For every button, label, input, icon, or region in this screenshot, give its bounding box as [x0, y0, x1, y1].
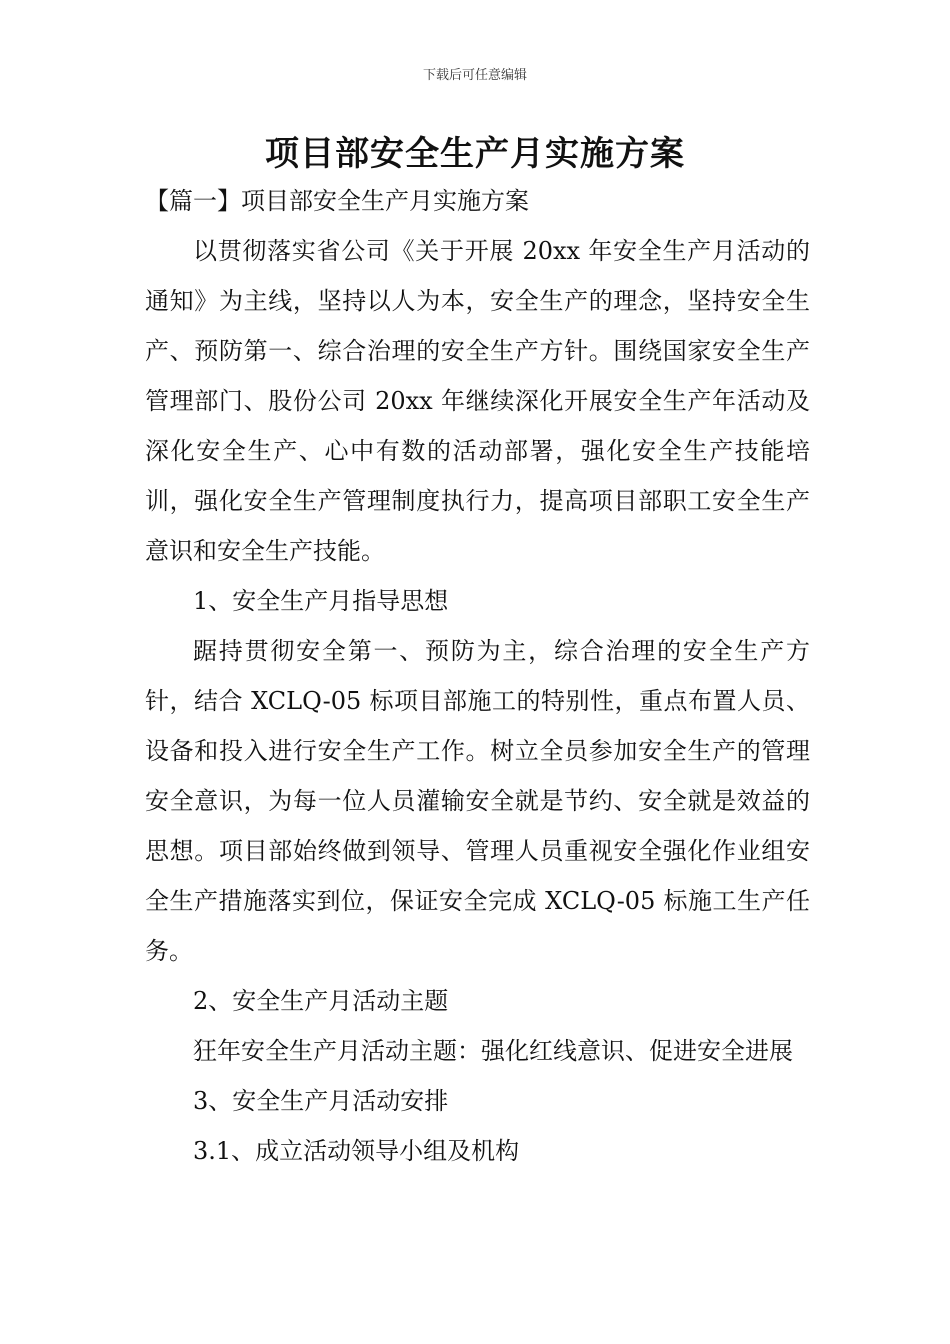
header-note: 下载后可任意编辑: [422, 68, 527, 83]
section-3-heading: 3、安全生产月活动安排: [193, 1087, 449, 1115]
section-1-heading: 1、安全生产月指导思想: [193, 587, 449, 615]
section-2-paragraph: 狂年安全生产月活动主题：强化红线意识、促进安全进展: [193, 1037, 793, 1065]
intro-paragraph: 以贯彻落实省公司《关于开展 20xx 年安全生产月活动的通知》为主线，坚持以人为本，安全生产的理念，坚持安全生产、预防第一、综合治理的安全生产方针。围绕国家安全生产管理部门、股份公司 20xx 年继续深化开展安全生产年活动及深化安全生产、心中有数的活动部署，强化安全生产技能培训，强化安全生产管理制度执行力，提高项目部职工安全生产意识和安全生产技能。: [145, 237, 810, 565]
section-1-paragraph: 踞持贯彻安全第一、预防为主，综合治理的安全生产方针，结合 XCLQ-05 标项目部施工的特别性，重点布置人员、设备和投入进行安全生产工作。树立全员参加安全生产的管理安全意识，为每一位人员灌输安全就是节约、安全就是效益的思想。项目部始终做到领导、管理人员重视安全强化作业组安全生产措施落实到位，保证安全完成 XCLQ-05 标施工生产任务。: [145, 637, 810, 965]
document-title: 项目部安全生产月实施方案: [265, 134, 685, 174]
section-2-heading: 2、安全生产月活动主题: [193, 987, 449, 1015]
section-heading: 【篇一】项目部安全生产月实施方案: [145, 187, 529, 215]
document-body: [145, 176, 810, 1176]
section-3-1-heading: 3.1、成立活动领导小组及机构: [193, 1137, 520, 1165]
